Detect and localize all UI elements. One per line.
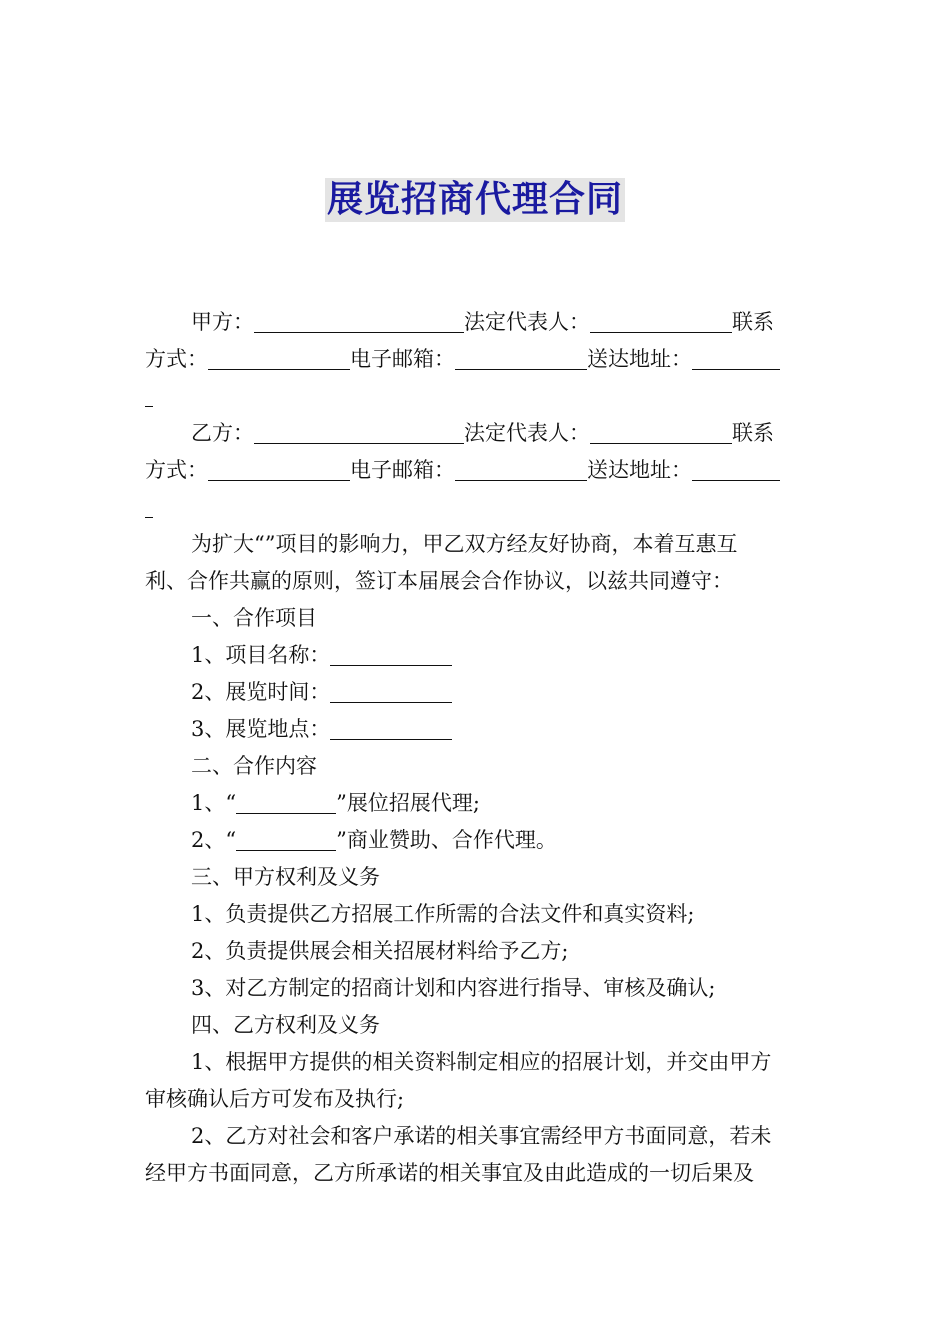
section-3-heading: 三、甲方权利及义务 <box>191 865 380 889</box>
section-4-item-1-line-2: 审核确认后方可发布及执行; <box>145 1087 405 1111</box>
intro-line-2: 利、合作共赢的原则，签订本届展会合作协议，以兹共同遵守： <box>145 569 733 593</box>
document-body <box>145 304 807 1192</box>
section-1-heading: 一、合作项目 <box>191 606 317 630</box>
section-4-item-2-line-2: 经甲方书面同意，乙方所承诺的相关事宜及由此造成的一切后果及 <box>145 1161 754 1185</box>
party-b-rep-label: 法定代表人： <box>464 421 590 445</box>
section-3-item-1: 1、负责提供乙方招展工作所需的合法文件和真实资料; <box>191 902 695 926</box>
section-4-item-1-line-1: 1、根据甲方提供的相关资料制定相应的招展计划，并交由甲方 <box>191 1050 772 1074</box>
party-a-email-label: 电子邮箱： <box>350 347 455 371</box>
party-a-address-blank-cont <box>145 384 153 407</box>
party-b-line-3 <box>145 489 807 526</box>
party-a-line-1 <box>145 304 807 341</box>
party-a-address-blank <box>692 347 780 370</box>
section-2-item-1 <box>145 785 807 822</box>
party-b-address-blank <box>692 458 780 481</box>
party-a-contact-blank <box>208 347 350 370</box>
exhibition-place-blank <box>330 717 452 740</box>
party-b-line-2 <box>145 452 807 489</box>
party-a-name-blank <box>254 310 464 333</box>
party-a-email-blank <box>455 347 587 370</box>
section-1-item-1 <box>145 637 807 674</box>
party-b-address-blank-cont <box>145 495 153 518</box>
party-a-label: 甲方： <box>191 310 254 334</box>
section-4-heading: 四、乙方权利及义务 <box>191 1013 380 1037</box>
party-a-contact-label: 联系 <box>732 310 774 334</box>
section-3-item-2: 2、负责提供展会相关招展材料给予乙方; <box>191 939 569 963</box>
party-b-label: 乙方： <box>191 421 254 445</box>
party-a-address-label: 送达地址： <box>587 347 692 371</box>
intro-line-1: 为扩大“”项目的影响力，甲乙双方经友好协商，本着互惠互 <box>191 532 738 556</box>
sponsor-project-blank <box>236 828 336 851</box>
section-1-item-1-label: 1、项目名称： <box>191 643 331 667</box>
section-2-item-1-suffix: ”展位招展代理; <box>336 791 480 815</box>
booth-project-blank <box>236 791 336 814</box>
section-3-item-3: 3、对乙方制定的招商计划和内容进行指导、审核及确认; <box>191 976 716 1000</box>
party-b-contact-blank <box>208 458 350 481</box>
party-b-email-blank <box>455 458 587 481</box>
title-container <box>0 178 950 222</box>
section-2-item-1-prefix: 1、“ <box>191 791 237 815</box>
section-1-item-2 <box>145 674 807 711</box>
party-a-contact-label-2: 方式： <box>145 347 208 371</box>
party-b-contact-label: 联系 <box>732 421 774 445</box>
party-b-rep-blank <box>590 421 732 444</box>
section-2-item-2-suffix: ”商业赞助、合作代理。 <box>336 828 557 852</box>
section-2-heading: 二、合作内容 <box>191 754 317 778</box>
party-b-address-label: 送达地址： <box>587 458 692 482</box>
section-1-item-2-label: 2、展览时间： <box>191 680 331 704</box>
party-b-line-1 <box>145 415 807 452</box>
party-b-name-blank <box>254 421 464 444</box>
party-a-rep-label: 法定代表人： <box>464 310 590 334</box>
section-1-item-3-label: 3、展览地点： <box>191 717 331 741</box>
section-2-item-2 <box>145 822 807 859</box>
project-name-blank <box>330 643 452 666</box>
section-4-item-2-line-1: 2、乙方对社会和客户承诺的相关事宜需经甲方书面同意，若未 <box>191 1124 772 1148</box>
section-2-item-2-prefix: 2、“ <box>191 828 237 852</box>
exhibition-time-blank <box>330 680 452 703</box>
party-a-rep-blank <box>590 310 732 333</box>
document-title: 展览招商代理合同 <box>326 179 623 220</box>
party-b-contact-label-2: 方式： <box>145 458 208 482</box>
section-1-item-3 <box>145 711 807 748</box>
party-b-email-label: 电子邮箱： <box>350 458 455 482</box>
party-a-line-2 <box>145 341 807 378</box>
party-a-line-3 <box>145 378 807 415</box>
